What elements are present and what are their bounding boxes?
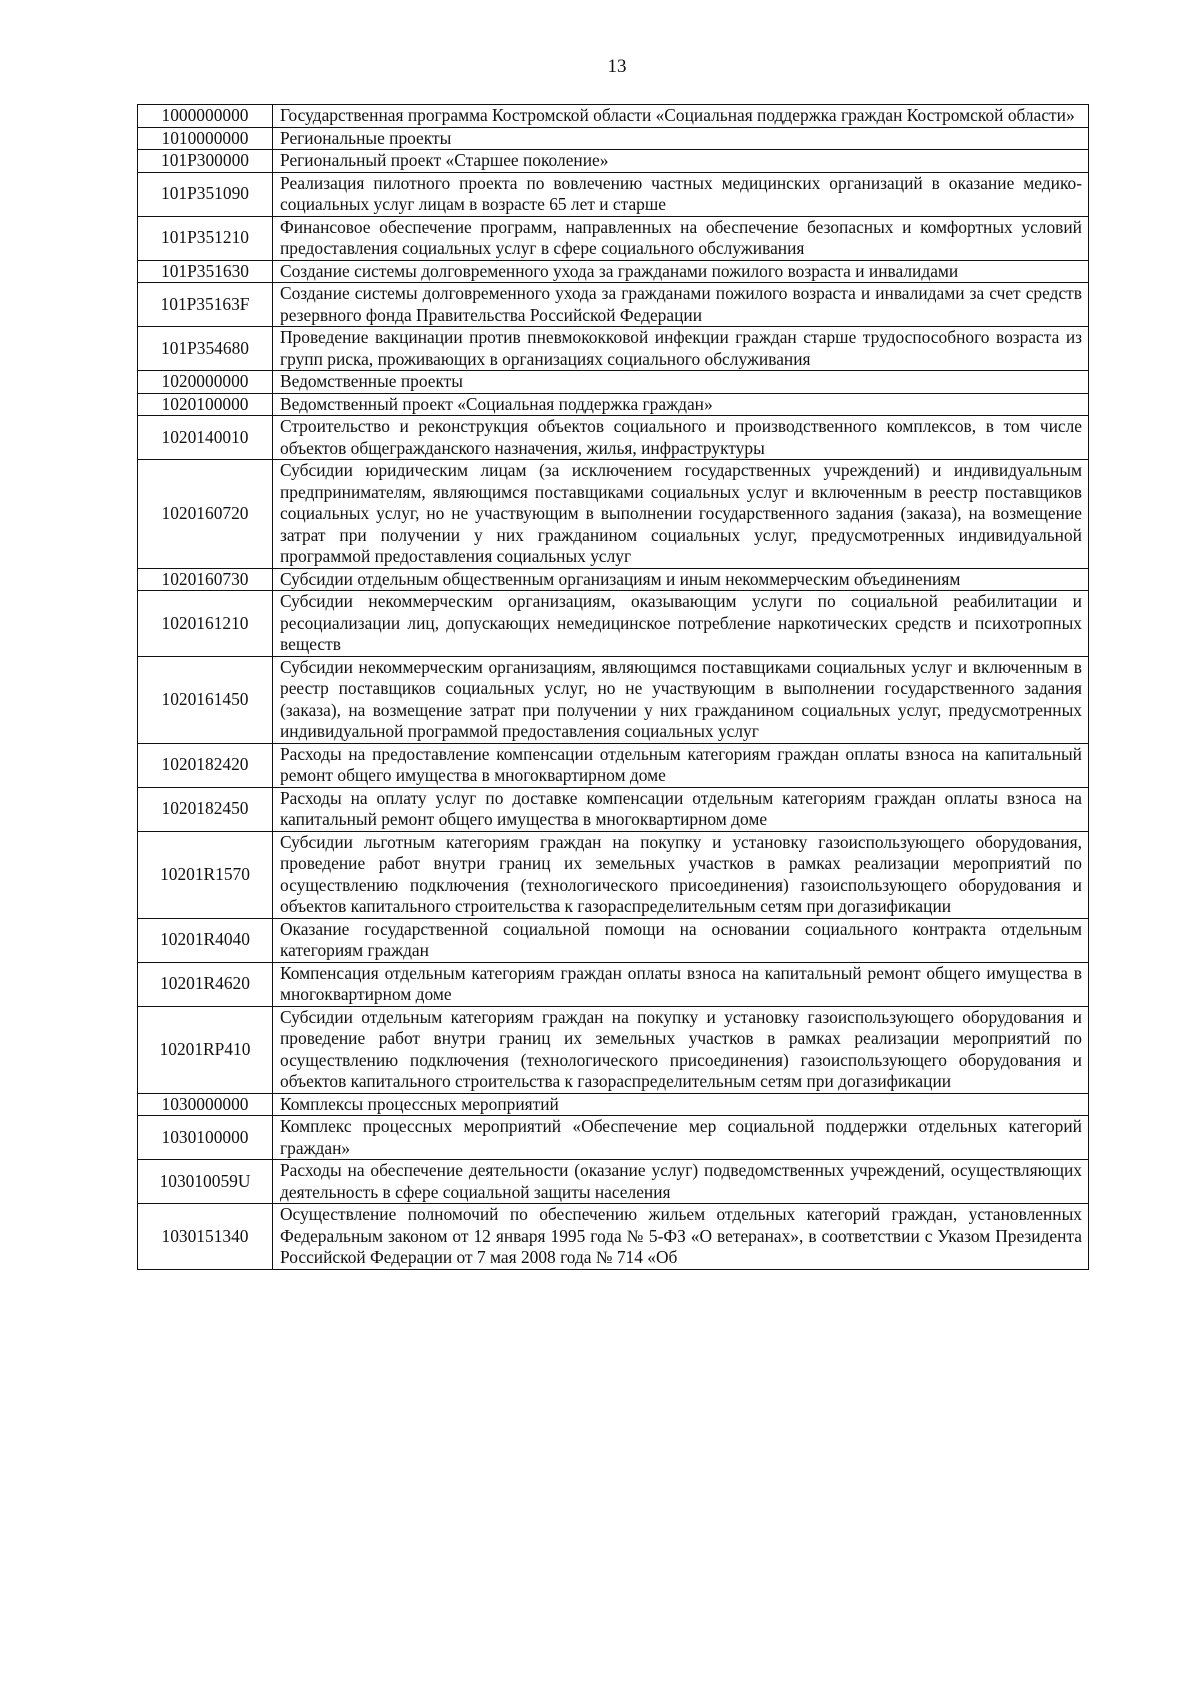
expense-description: Государственная программа Костромской области «Социальная поддержка граждан Костромской области» <box>273 105 1089 128</box>
classification-code: 1000000000 <box>138 105 273 128</box>
classification-code: 1030151340 <box>138 1204 273 1270</box>
table-row <box>138 743 1089 787</box>
classification-code: 103010059U <box>138 1160 273 1204</box>
table-row <box>138 918 1089 962</box>
expense-description: Расходы на предоставление компенсации отдельным категориям граждан оплаты взноса на капитальный ремонт общего имущества в многоквартирном доме <box>273 743 1089 787</box>
classification-code: 1020161210 <box>138 591 273 657</box>
expense-description: Ведомственные проекты <box>273 371 1089 394</box>
expense-description: Субсидии юридическим лицам (за исключением государственных учреждений) и индивидуальным предпринимателям, являющимся поставщиками социальных услуг и включенным в реестр поставщиков социальных услуг, но не участвующим в выполнении государственного задания (заказа), на возмещение затрат при получении у них гражданином социальных услуг, предусмотренных индивидуальной программой предоставления социальных услуг <box>273 460 1089 569</box>
table-row <box>138 283 1089 327</box>
classification-code: 1010000000 <box>138 127 273 150</box>
classification-code: 1020182420 <box>138 743 273 787</box>
expense-description: Строительство и реконструкция объектов социального и производственного комплексов, в том числе объектов общегражданского назначения, жилья, инфраструктуры <box>273 416 1089 460</box>
classification-code: 1030000000 <box>138 1093 273 1116</box>
classification-code: 101P351630 <box>138 260 273 283</box>
table-row <box>138 416 1089 460</box>
table-row <box>138 127 1089 150</box>
expense-description: Субсидии отдельным общественным организациям и иным некоммерческим объединениям <box>273 568 1089 591</box>
classification-code: 10201RP410 <box>138 1006 273 1093</box>
classification-code: 1020160720 <box>138 460 273 569</box>
expense-description: Региональный проект «Старшее поколение» <box>273 150 1089 173</box>
classification-code: 101P300000 <box>138 150 273 173</box>
classification-code: 10201R1570 <box>138 831 273 918</box>
expense-description: Оказание государственной социальной помощи на основании социального контракта отдельным категориям граждан <box>273 918 1089 962</box>
table-row <box>138 1204 1089 1270</box>
classification-code: 1020100000 <box>138 393 273 416</box>
expense-description: Ведомственный проект «Социальная поддержка граждан» <box>273 393 1089 416</box>
expense-description: Субсидии льготным категориям граждан на покупку и установку газоиспользующего оборудования, проведение работ внутри границ их земельных участков в рамках реализации мероприятий по осуществлению подключения (технологического присоединения) газоиспользующего оборудования и объектов капитального строительства к газораспределительным сетям при догазификации <box>273 831 1089 918</box>
table-row <box>138 568 1089 591</box>
expense-description: Создание системы долговременного ухода за гражданами пожилого возраста и инвалидами за счет средств резервного фонда Правительства Российской Федерации <box>273 283 1089 327</box>
classification-code: 10201R4620 <box>138 962 273 1006</box>
expense-description: Субсидии некоммерческим организациям, являющимся поставщиками социальных услуг и включенным в реестр поставщиков социальных услуг, но не участвующим в выполнении государственного задания (заказа), на возмещение затрат при получении у них гражданином социальных услуг, предусмотренных индивидуальной программой предоставления социальных услуг <box>273 656 1089 743</box>
page-number: 13 <box>607 56 627 77</box>
table-row <box>138 260 1089 283</box>
table-row <box>138 105 1089 128</box>
table-row <box>138 591 1089 657</box>
table-row <box>138 327 1089 371</box>
table-body <box>138 105 1089 1270</box>
table-row <box>138 1160 1089 1204</box>
table-row <box>138 172 1089 216</box>
expense-description: Комплекс процессных мероприятий «Обеспечение мер социальной поддержки отдельных категорий граждан» <box>273 1116 1089 1160</box>
table-row <box>138 150 1089 173</box>
classification-code: 101P354680 <box>138 327 273 371</box>
expense-description: Финансовое обеспечение программ, направленных на обеспечение безопасных и комфортных условий предоставления социальных услуг в сфере социального обслуживания <box>273 216 1089 260</box>
expense-description: Субсидии отдельным категориям граждан на покупку и установку газоиспользующего оборудования и проведение работ внутри границ их земельных участков в рамках реализации мероприятий по осуществлению подключения (технологического присоединения) газоиспользующего оборудования и объектов капитального строительства к газораспределительным сетям при догазификации <box>273 1006 1089 1093</box>
table-row <box>138 216 1089 260</box>
expense-description: Комплексы процессных мероприятий <box>273 1093 1089 1116</box>
table-row <box>138 393 1089 416</box>
expense-description: Расходы на оплату услуг по доставке компенсации отдельным категориям граждан оплаты взноса на капитальный ремонт общего имущества в многоквартирном доме <box>273 787 1089 831</box>
classification-code: 1020140010 <box>138 416 273 460</box>
classification-code: 1020000000 <box>138 371 273 394</box>
expense-description: Проведение вакцинации против пневмококковой инфекции граждан старше трудоспособного возраста из групп риска, проживающих в организациях социального обслуживания <box>273 327 1089 371</box>
table-row <box>138 1093 1089 1116</box>
expense-description: Создание системы долговременного ухода за гражданами пожилого возраста и инвалидами <box>273 260 1089 283</box>
budget-classification-table <box>137 104 1089 1270</box>
expense-description: Субсидии некоммерческим организациям, оказывающим услуги по социальной реабилитации и ресоциализации лиц, допускающих немедицинское потребление наркотических средств и психотропных веществ <box>273 591 1089 657</box>
table-row <box>138 1116 1089 1160</box>
classification-code: 1030100000 <box>138 1116 273 1160</box>
table-row <box>138 371 1089 394</box>
classification-code: 101P351090 <box>138 172 273 216</box>
table-row <box>138 656 1089 743</box>
classification-code: 1020161450 <box>138 656 273 743</box>
expense-description: Региональные проекты <box>273 127 1089 150</box>
table-row <box>138 460 1089 569</box>
table-row <box>138 787 1089 831</box>
expense-description: Компенсация отдельным категориям граждан оплаты взноса на капитальный ремонт общего имущества в многоквартирном доме <box>273 962 1089 1006</box>
table-row <box>138 1006 1089 1093</box>
classification-code: 10201R4040 <box>138 918 273 962</box>
expense-description: Осуществление полномочий по обеспечению жильем отдельных категорий граждан, установленных Федеральным законом от 12 января 1995 года № 5-ФЗ «О ветеранах», в соответствии с Указом Президента Российской Федерации от 7 мая 2008 года № 714 «Об <box>273 1204 1089 1270</box>
expense-description: Реализация пилотного проекта по вовлечению частных медицинских организаций в оказание медико-социальных услуг лицам в возрасте 65 лет и старше <box>273 172 1089 216</box>
classification-code: 1020160730 <box>138 568 273 591</box>
expense-description: Расходы на обеспечение деятельности (оказание услуг) подведомственных учреждений, осуществляющих деятельность в сфере социальной защиты населения <box>273 1160 1089 1204</box>
classification-code: 101P35163F <box>138 283 273 327</box>
table-row <box>138 962 1089 1006</box>
classification-code: 1020182450 <box>138 787 273 831</box>
table-row <box>138 831 1089 918</box>
classification-code: 101P351210 <box>138 216 273 260</box>
